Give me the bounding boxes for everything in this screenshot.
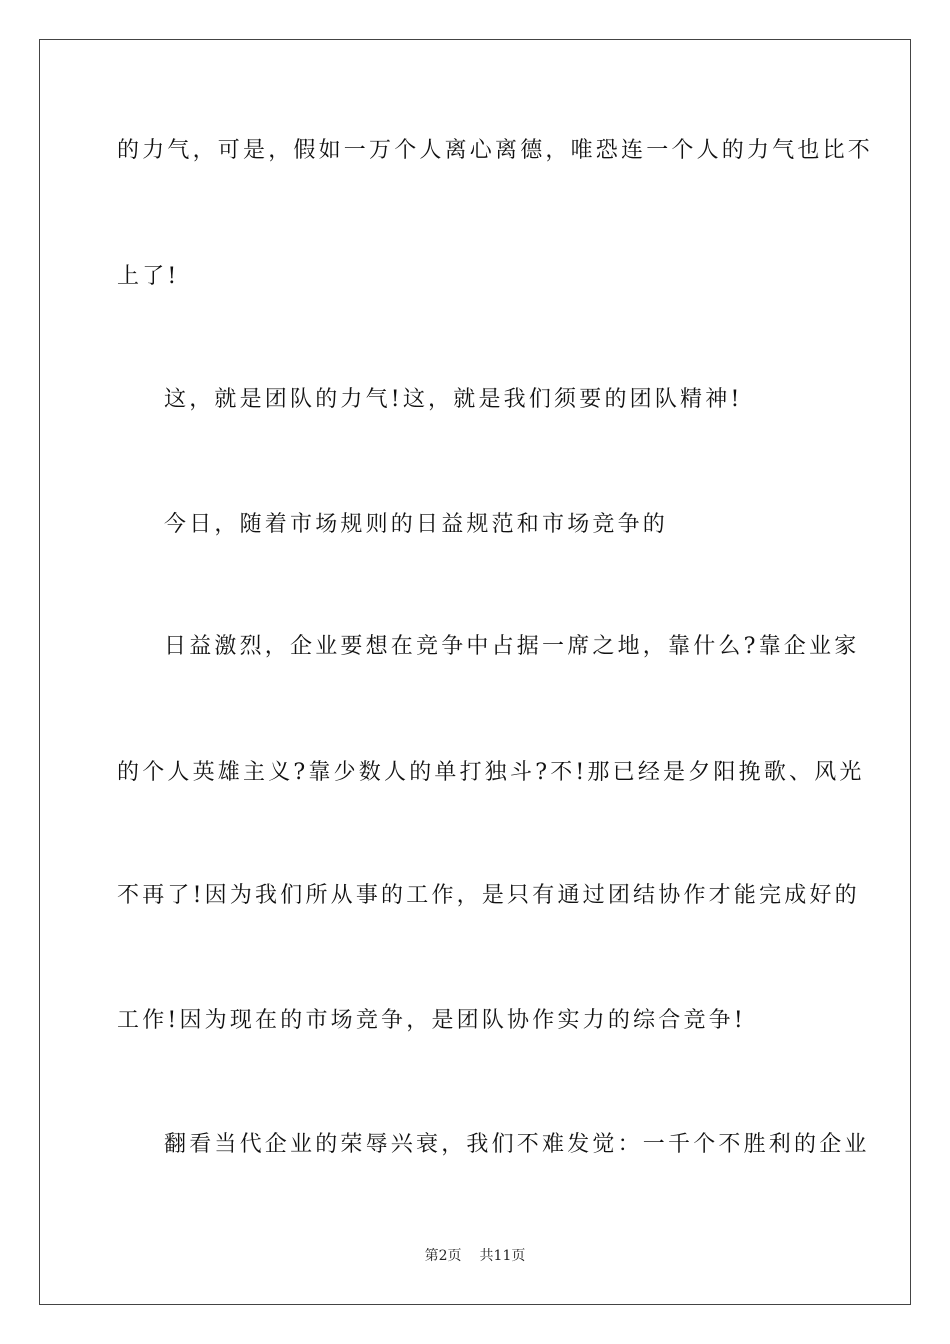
text-line: 不再了!因为我们所从事的工作，是只有通过团结协作才能完成好的 — [117, 883, 860, 908]
page-frame — [39, 39, 911, 1305]
text-line: 翻看当代企业的荣辱兴衰，我们不难发觉：一千个不胜利的企业 — [164, 1132, 870, 1157]
text-line: 今日，随着市场规则的日益规范和市场竞争的 — [164, 512, 669, 537]
page-total: 共11页 — [479, 1248, 526, 1264]
text-line: 工作!因为现在的市场竞争，是团队协作实力的综合竞争! — [117, 1008, 746, 1033]
text-line: 这，就是团队的力气!这，就是我们须要的团队精神! — [164, 387, 743, 412]
page-number: 第2页 — [424, 1248, 462, 1264]
text-line: 上了! — [117, 264, 180, 289]
text-line: 的力气，可是，假如一万个人离心离德，唯恐连一个人的力气也比不 — [117, 138, 874, 163]
page-footer — [0, 1246, 950, 1266]
text-line: 日益激烈，企业要想在竞争中占据一席之地，靠什么?靠企业家 — [164, 634, 860, 659]
text-line: 的个人英雄主义?靠少数人的单打独斗?不!那已经是夕阳挽歌、风光 — [117, 760, 865, 785]
